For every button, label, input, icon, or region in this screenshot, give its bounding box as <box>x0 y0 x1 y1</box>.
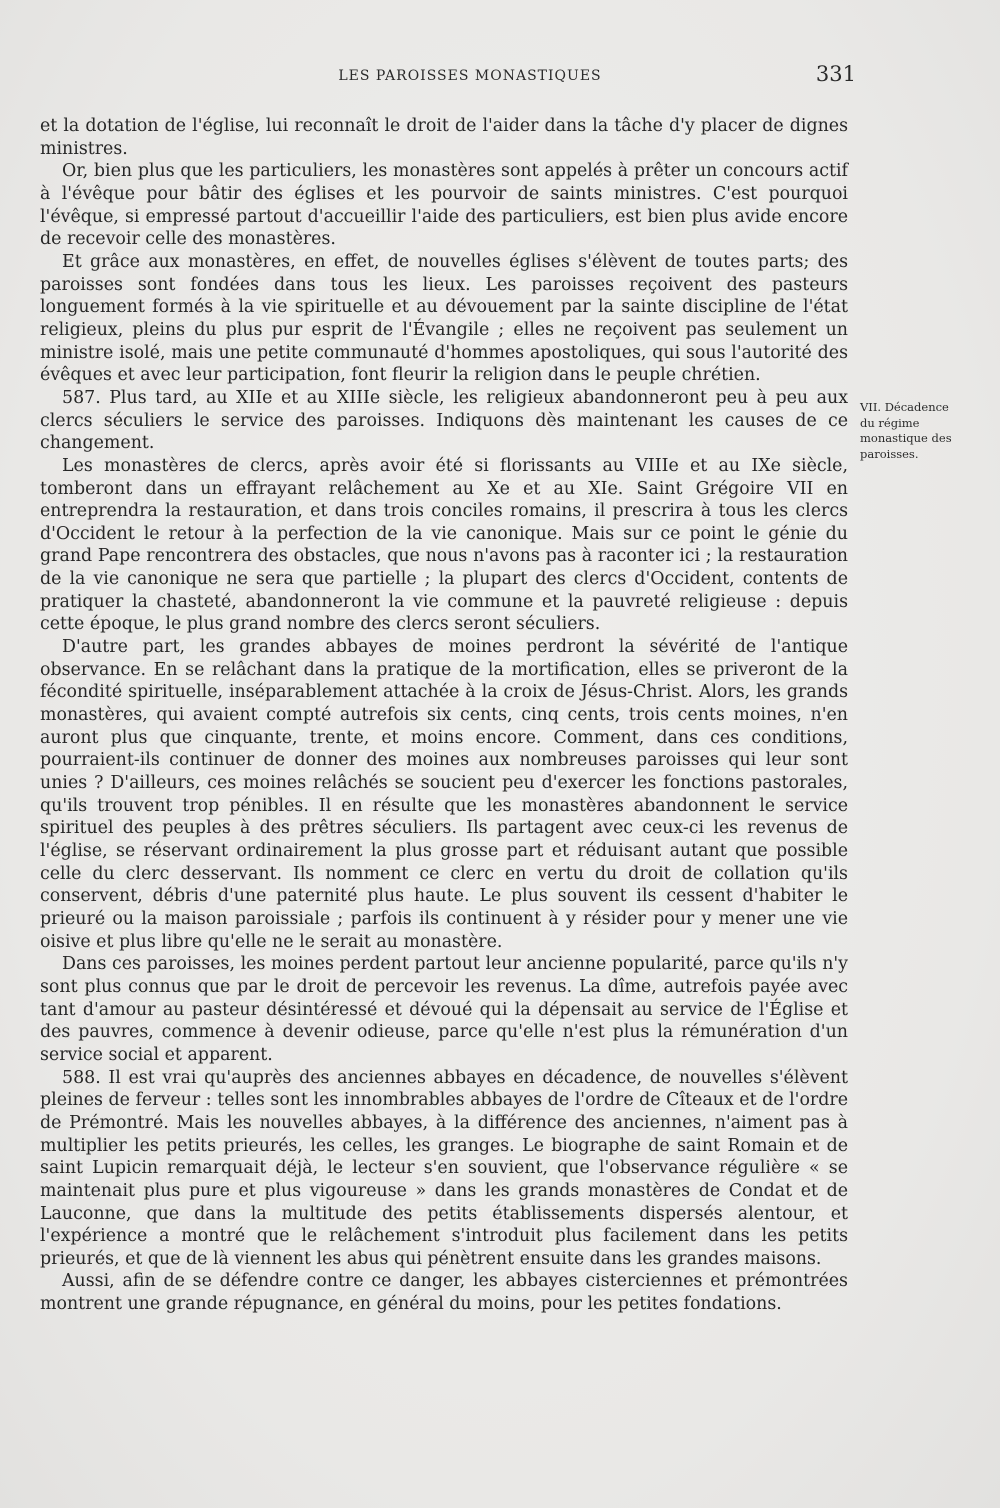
paragraph: Or, bien plus que les particuliers, les monastères sont appelés à prêter un concours actif à l'évêque pour bâtir des églises et les pourvoir de saints ministres. C'est pourquoi l'évêque, si empressé partout d'accueillir l'aide des particuliers, est bien plus avide encore de recevoir celle des monastères. <box>40 161 848 250</box>
margin-note: VII. Décadence du régime monastique des paroisses. <box>860 400 952 461</box>
paragraph: Aussi, afin de se défendre contre ce danger, les abbayes cisterciennes et prémontrées montrent une grande répugnance, en général du moins, pour les petites fondations. <box>40 1271 848 1315</box>
paragraph: D'autre part, les grandes abbayes de moines perdront la sévérité de l'antique observance. En se relâchant dans la pratique de la mortification, elles se priveront de la fécondité spirituelle, inséparablement attachée à la croix de Jésus-Christ. Alors, les grands monastères, qui avaient compté autrefois six cents, cinq cents, trois cents moines, n'en auront plus que cinquante, trente, et moins encore. Comment, dans ces conditions, pourraient-ils continuer de donner des moines aux nombreuses paroisses qui leur sont unies ? D'ailleurs, ces moines relâchés se soucient peu d'exercer les fonctions pastorales, qu'ils trouvent trop pénibles. Il en résulte que les monastères abandonnent le service spirituel des peuples à des prêtres séculiers. Ils partagent avec ceux-ci les revenus de l'église, se réservant ordinairement la plus grosse part et réduisant autant que possible celle du clerc desservant. Ils nomment ce clerc en vertu du droit de collation qu'ils conservent, débris d'une paternité plus haute. Le plus souvent ils cessent d'habiter le prieuré ou la maison paroissiale ; parfois ils continuent à y résider pour y mener une vie oisive et plus libre qu'elle ne le serait au monastère. <box>40 637 848 952</box>
paragraph: Dans ces paroisses, les moines perdent partout leur ancienne popularité, parce qu'ils n'y sont plus connus que par le droit de percevoir les revenus. La dîme, autrefois payée avec tant d'amour au pasteur désintéressé et dévoué qui la dépensait au service de l'Église et des pauvres, commence à devenir odieuse, parce qu'elle n'est plus la rémunération d'un service social et apparent. <box>40 954 848 1065</box>
paragraph-section-588: 588. Il est vrai qu'auprès des anciennes abbayes en décadence, de nouvelles s'élèvent pleines de ferveur : telles sont les innombrables abbayes de l'ordre de Cîteaux et de l'ordre de Prémontré. Mais les nouvelles abbayes, à la différence des anciennes, n'aiment pas à multiplier les petits prieurés, les celles, les granges. Le biographe de saint Romain et de saint Lupicin remarquait déjà, le lecteur s'en souvient, que l'observance régulière « se maintenait plus pure et plus vigoureuse » dans les grands monastères de Condat et de Lauconne, que dans la multitude des petits établissements dispersés alentour, et l'expérience a montré que le relâchement s'introduit plus facilement dans les petits prieurés, et que de là viennent les abus qui pénètrent ensuite dans les grandes maisons. <box>40 1067 848 1269</box>
paragraph: Les monastères de clercs, après avoir été si florissants au VIIIe et au IXe siècle, tomberont dans un effrayant relâchement au Xe et au XIe. Saint Grégoire VII en entreprendra la restauration, et dans trois conciles romains, il prescrira à tous les clercs d'Occident le retour à la perfection de la vie canonique. Mais sur ce point le génie du grand Pape rencontrera des obstacles, que nous n'avons pas à raconter ici ; la restauration de la vie canonique ne sera que partielle ; la plupart des clercs d'Occident, contents de pratiquer la chasteté, abandonneront la vie commune et la pauvreté religieuse : depuis cette époque, le plus grand nombre des clercs seront séculiers. <box>40 455 848 635</box>
paragraph: et la dotation de l'église, lui reconnaît le droit de l'aider dans la tâche d'y placer de dignes ministres. <box>40 116 848 159</box>
paragraph-section-587: 587. Plus tard, au XIIe et au XIIIe siècle, les religieux abandonneront peu à peu aux clercs séculiers le service des paroisses. Indiquons dès maintenant les causes de ce changement. <box>40 387 848 454</box>
paragraph: Et grâce aux monastères, en effet, de nouvelles églises s'élèvent de toutes parts; des paroisses sont fondées dans tous les lieux. Les paroisses reçoivent des pasteurs longuement formés à la vie spirituelle et au dévouement par la sainte discipline de l'état religieux, pleins du plus pur esprit de l'Évangile ; elles ne reçoivent pas seulement un ministre isolé, mais une petite communauté d'hommes apostoliques, qui sous l'autorité des évêques et avec leur participation, font fleurir la religion dans le peuple chrétien. <box>40 251 848 386</box>
page-number: 331 <box>815 62 856 86</box>
running-header: LES PAROISSES MONASTIQUES <box>338 68 602 84</box>
body-text <box>40 115 848 1316</box>
